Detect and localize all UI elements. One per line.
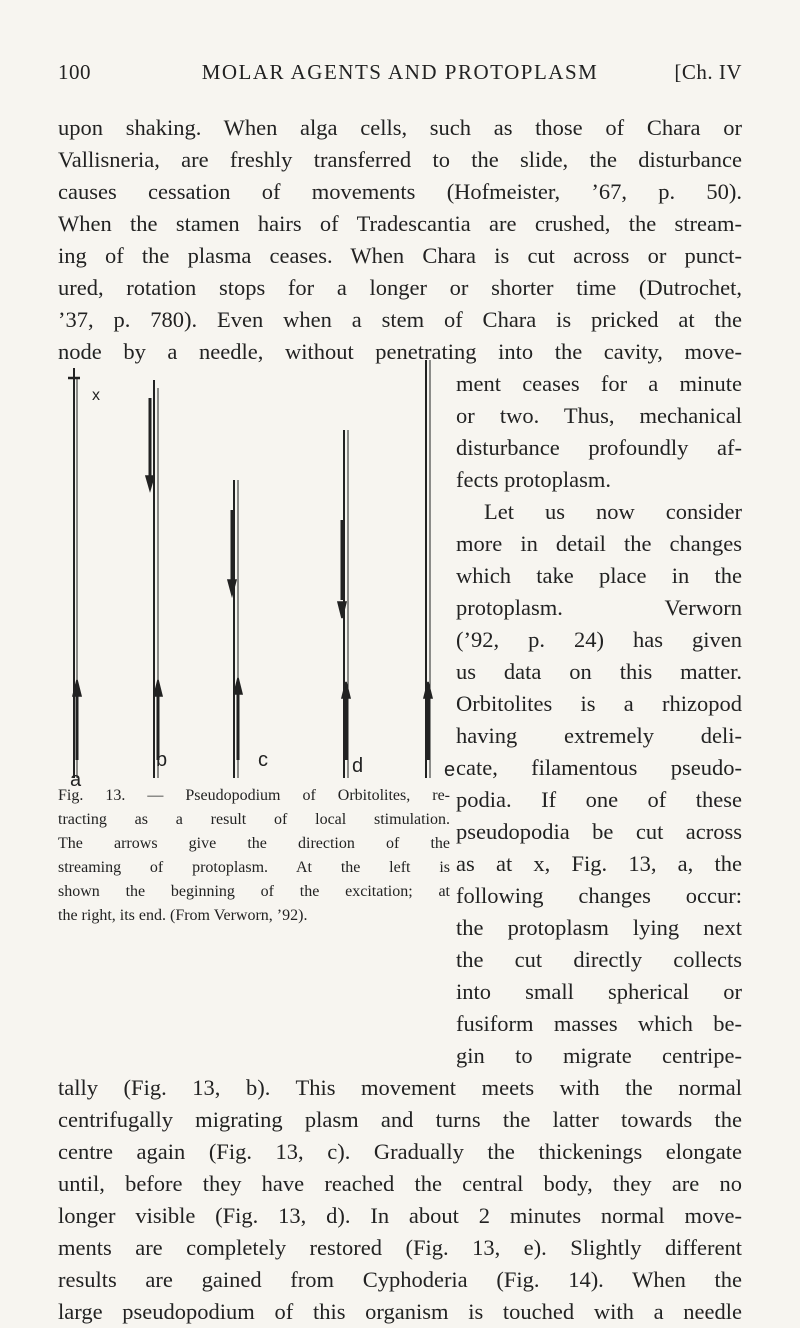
- body-line: pseudopodia be cut across: [456, 819, 742, 844]
- body-line: the cut directly collects: [456, 947, 742, 972]
- figure-13: [58, 360, 460, 790]
- caption-line: the right, its end. (From Verworn, ’92).: [58, 907, 308, 924]
- caption-line: tracting as a result of local stimulation.: [58, 811, 450, 828]
- body-line: podia. If one of these: [456, 787, 742, 812]
- label-b: b: [156, 749, 168, 771]
- body-line: Let us now consider: [484, 499, 742, 524]
- running-header: [58, 60, 742, 90]
- pseudopodium-a: [68, 368, 81, 778]
- body-line: results are gained from Cyphoderia (Fig. 14). When the: [58, 1267, 742, 1292]
- body-line: ing of the plasma ceases. When Chara is cut across or punct-: [58, 243, 742, 268]
- body-line: us data on this matter.: [456, 659, 742, 684]
- body-line: node by a needle, without penetrating into the cavity, move-: [58, 339, 742, 364]
- running-title: MOLAR AGENTS AND PROTOPLASM: [201, 60, 599, 84]
- body-line: fects protoplasm.: [456, 467, 611, 492]
- body-line: which take place in the: [456, 563, 742, 588]
- caption-line: The arrows give the direction of the: [58, 835, 450, 852]
- caption-line: Fig. 13. — Pseudopodium of Orbitolites, re-: [58, 787, 450, 804]
- figure-caption: [58, 784, 450, 928]
- body-line: protoplasm. Verworn: [456, 595, 742, 620]
- body-line: disturbance profoundly af-: [456, 435, 742, 460]
- body-line: as at x, Fig. 13, a, the: [456, 851, 742, 876]
- cut-mark-label: x: [92, 387, 100, 404]
- body-line: ments are completely restored (Fig. 13, e). Slightly different: [58, 1235, 742, 1260]
- body-line: centre again (Fig. 13, c). Gradually the thickenings elongate: [58, 1139, 742, 1164]
- body-line: When the stamen hairs of Tradescantia are crushed, the stream-: [58, 211, 742, 236]
- body-line: more in detail the changes: [456, 531, 742, 556]
- page-number: 100: [58, 60, 91, 84]
- body-line: until, before they have reached the central body, they are no: [58, 1171, 742, 1196]
- body-line: upon shaking. When alga cells, such as those of Chara or: [58, 115, 742, 140]
- body-line: longer visible (Fig. 13, d). In about 2 minutes normal move-: [58, 1203, 742, 1228]
- body-line: large pseudopodium of this organism is touched with a needle: [58, 1299, 742, 1324]
- caption-line: shown the beginning of the excitation; at: [58, 883, 450, 900]
- body-line: ment ceases for a minute: [456, 371, 742, 396]
- pseudopodium-d: [338, 430, 350, 778]
- label-e: e: [444, 759, 456, 781]
- arrow-down-icon: [146, 476, 154, 490]
- pseudopodium-c: [228, 480, 242, 778]
- caption-line: streaming of protoplasm. At the left is: [58, 859, 450, 876]
- body-line: tally (Fig. 13, b). This movement meets with the normal: [58, 1075, 742, 1100]
- body-line: or two. Thus, mechanical: [456, 403, 742, 428]
- body-line: having extremely deli-: [456, 723, 742, 748]
- body-line: fusiform masses which be-: [456, 1011, 742, 1036]
- label-a: a: [70, 769, 82, 790]
- pseudopodium-b: [146, 380, 162, 778]
- body-line: into small spherical or: [456, 979, 742, 1004]
- body-line: ured, rotation stops for a longer or shorter time (Dutrochet,: [58, 275, 742, 300]
- label-c: c: [258, 749, 268, 771]
- chapter-label: [Ch. IV: [674, 60, 742, 84]
- body-line: gin to migrate centripe-: [456, 1043, 742, 1068]
- body-line: Vallisneria, are freshly transferred to the slide, the disturbance: [58, 147, 742, 172]
- body-line: (’92, p. 24) has given: [456, 627, 742, 652]
- arrow-up-icon: [234, 678, 242, 694]
- body-line: causes cessation of movements (Hofmeister, ’67, p. 50).: [58, 179, 742, 204]
- pseudopodium-e: [424, 360, 432, 778]
- body-line: cate, filamentous pseudo-: [456, 755, 742, 780]
- body-line: ’37, p. 780). Even when a stem of Chara is pricked at the: [58, 307, 742, 332]
- label-d: d: [352, 755, 364, 777]
- body-line: centrifugally migrating plasm and turns the latter towards the: [58, 1107, 742, 1132]
- body-line: Orbitolites is a rhizopod: [456, 691, 742, 716]
- body-line: the protoplasm lying next: [456, 915, 742, 940]
- body-line: following changes occur:: [456, 883, 742, 908]
- arrow-up-icon: [154, 680, 162, 696]
